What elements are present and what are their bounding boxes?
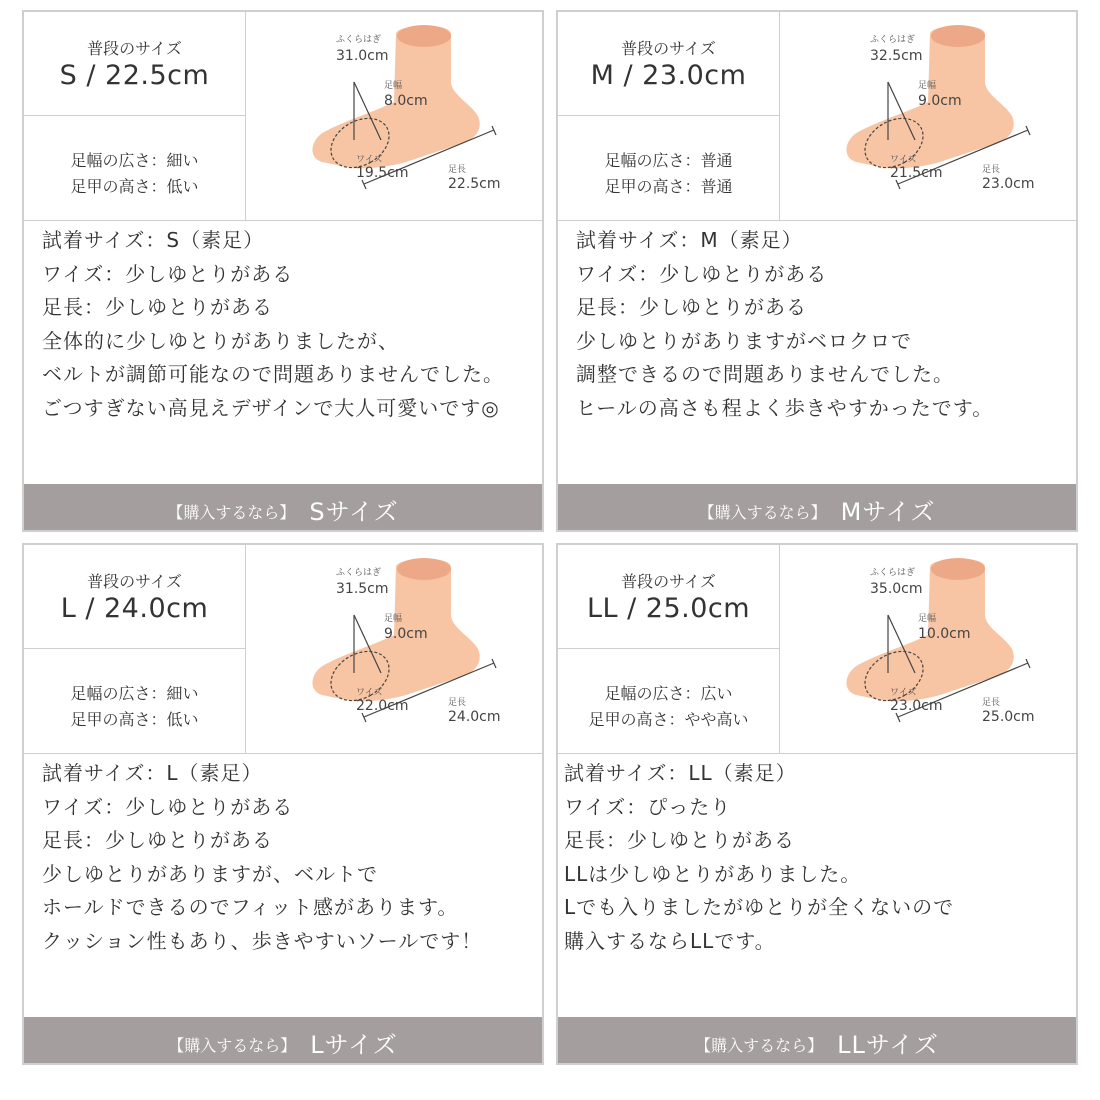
usual-size-value: LL / 25.0cm xyxy=(586,593,751,624)
divider xyxy=(558,220,1076,221)
foot-width-text: 足幅の広さ：細い xyxy=(70,684,199,703)
usual-size-value: S / 22.5cm xyxy=(59,60,210,91)
fit-review-card xyxy=(556,10,1078,532)
recommend-footer xyxy=(24,1017,542,1063)
length-label: 足長 xyxy=(982,698,1001,708)
review-line: 試着サイズ：LL（素足） xyxy=(564,761,797,785)
length-label: 足長 xyxy=(448,165,467,175)
recommend-footer xyxy=(558,484,1076,530)
usual-size-cell xyxy=(24,545,246,649)
review-line: ベルトが調節可能なので問題ありませんでした。 xyxy=(42,362,504,386)
foot-diagram xyxy=(246,545,542,753)
usual-size-label: 普段のサイズ xyxy=(87,572,182,591)
review-line: ヒールの高さも程よく歩きやすかったです。 xyxy=(576,395,994,420)
wise-value: 23.0cm xyxy=(890,698,943,714)
usual-size-cell xyxy=(24,12,246,116)
foot-width-text: 足幅の広さ：普通 xyxy=(604,151,733,170)
recommend-prefix: 【購入するなら】 xyxy=(695,1036,824,1055)
fit-review-card xyxy=(22,543,544,1065)
length-value: 23.0cm xyxy=(982,176,1035,192)
review-line: ワイズ：少しゆとりがある xyxy=(42,794,294,819)
instep-height-text: 足甲の高さ：低い xyxy=(70,177,199,196)
usual-size-label: 普段のサイズ xyxy=(87,39,182,58)
instep-height-text: 足甲の高さ：普通 xyxy=(604,177,733,196)
ankle-label: 足幅 xyxy=(918,81,937,91)
fit-review-card xyxy=(556,543,1078,1065)
usual-size-label: 普段のサイズ xyxy=(621,39,716,58)
foot-shape-cell xyxy=(558,116,780,220)
recommend-size: Mサイズ xyxy=(840,498,936,526)
foot-width-text: 足幅の広さ：細い xyxy=(70,151,199,170)
wise-label: ワイズ xyxy=(890,155,917,165)
ankle-value: 8.0cm xyxy=(384,93,428,109)
recommend-footer xyxy=(558,1017,1076,1063)
ankle-value: 10.0cm xyxy=(918,626,971,642)
calf-value: 32.5cm xyxy=(870,48,923,64)
wise-value: 19.5cm xyxy=(356,165,409,181)
review-line: Lでも入りましたがゆとりが全くないので xyxy=(564,895,955,919)
calf-value: 35.0cm xyxy=(870,581,923,597)
review-line: ごつすぎない高見えデザインで大人可愛いです◎ xyxy=(42,395,500,420)
review-line: 少しゆとりがありますが、ベルトで xyxy=(42,861,378,886)
ankle-value: 9.0cm xyxy=(384,626,428,642)
review-line: 試着サイズ：L（素足） xyxy=(42,761,263,785)
wise-label: ワイズ xyxy=(890,688,917,698)
calf-label: ふくらはぎ xyxy=(870,35,916,45)
instep-height-text: 足甲の高さ：やや高い xyxy=(588,710,749,729)
review-line: 購入するならLLです。 xyxy=(564,928,776,953)
review-body xyxy=(564,757,1066,958)
ankle-label: 足幅 xyxy=(918,614,937,624)
divider xyxy=(558,753,1076,754)
review-line: クッション性もあり、歩きやすいソールです！ xyxy=(42,928,483,953)
recommend-prefix: 【購入するなら】 xyxy=(167,503,296,522)
divider xyxy=(24,753,542,754)
length-value: 22.5cm xyxy=(448,176,501,192)
usual-size-cell xyxy=(558,12,780,116)
length-label: 足長 xyxy=(982,165,1001,175)
usual-size-value: M / 23.0cm xyxy=(590,60,747,91)
review-line: LLは少しゆとりがありました。 xyxy=(564,861,862,886)
leg-top-ellipse xyxy=(397,558,451,580)
foot-shape-cell xyxy=(24,649,246,753)
wise-label: ワイズ xyxy=(356,155,383,165)
review-line: ワイズ：少しゆとりがある xyxy=(576,261,828,286)
divider xyxy=(24,220,542,221)
foot-diagram xyxy=(780,545,1076,753)
leg-top-ellipse xyxy=(397,25,451,47)
review-line: 試着サイズ：M（素足） xyxy=(576,228,803,252)
foot-diagram xyxy=(780,12,1076,220)
foot-diagram xyxy=(246,12,542,220)
review-line: ワイズ：少しゆとりがある xyxy=(42,261,294,286)
length-value: 24.0cm xyxy=(448,709,501,725)
review-line: 足長：少しゆとりがある xyxy=(564,828,795,852)
review-line: 足長：少しゆとりがある xyxy=(576,295,807,319)
recommend-prefix: 【購入するなら】 xyxy=(698,503,827,522)
usual-size-label: 普段のサイズ xyxy=(621,572,716,591)
length-value: 25.0cm xyxy=(982,709,1035,725)
recommend-size: LLサイズ xyxy=(837,1031,939,1059)
review-line: 調整できるので問題ありませんでした。 xyxy=(576,362,954,386)
ankle-value: 9.0cm xyxy=(918,93,962,109)
recommend-size: Lサイズ xyxy=(310,1031,398,1059)
review-body xyxy=(576,224,1066,425)
length-label: 足長 xyxy=(448,698,467,708)
leg-top-ellipse xyxy=(931,558,985,580)
review-body xyxy=(42,757,532,958)
review-line: 足長：少しゆとりがある xyxy=(42,828,273,852)
foot-shape-cell xyxy=(558,649,780,753)
fit-review-card xyxy=(22,10,544,532)
usual-size-value: L / 24.0cm xyxy=(60,593,209,624)
review-line: ワイズ：ぴったり xyxy=(564,794,732,819)
ankle-label: 足幅 xyxy=(384,81,403,91)
calf-label: ふくらはぎ xyxy=(336,35,382,45)
wise-value: 21.5cm xyxy=(890,165,943,181)
foot-shape-cell xyxy=(24,116,246,220)
instep-height-text: 足甲の高さ：低い xyxy=(70,710,199,729)
review-line: 足長：少しゆとりがある xyxy=(42,295,273,319)
review-body xyxy=(42,224,532,425)
wise-value: 22.0cm xyxy=(356,698,409,714)
calf-value: 31.5cm xyxy=(336,581,389,597)
review-line: 少しゆとりがありますがベロクロで xyxy=(576,328,912,353)
usual-size-cell xyxy=(558,545,780,649)
leg-top-ellipse xyxy=(931,25,985,47)
calf-value: 31.0cm xyxy=(336,48,389,64)
review-line: 試着サイズ：S（素足） xyxy=(42,228,265,252)
recommend-footer xyxy=(24,484,542,530)
review-line: 全体的に少しゆとりがありましたが、 xyxy=(42,328,399,353)
calf-label: ふくらはぎ xyxy=(336,568,382,578)
foot-width-text: 足幅の広さ：広い xyxy=(604,684,733,703)
ankle-label: 足幅 xyxy=(384,614,403,624)
wise-label: ワイズ xyxy=(356,688,383,698)
recommend-size: Sサイズ xyxy=(309,498,399,526)
review-line: ホールドできるのでフィット感があります。 xyxy=(42,895,459,919)
recommend-prefix: 【購入するなら】 xyxy=(168,1036,297,1055)
calf-label: ふくらはぎ xyxy=(870,568,916,578)
